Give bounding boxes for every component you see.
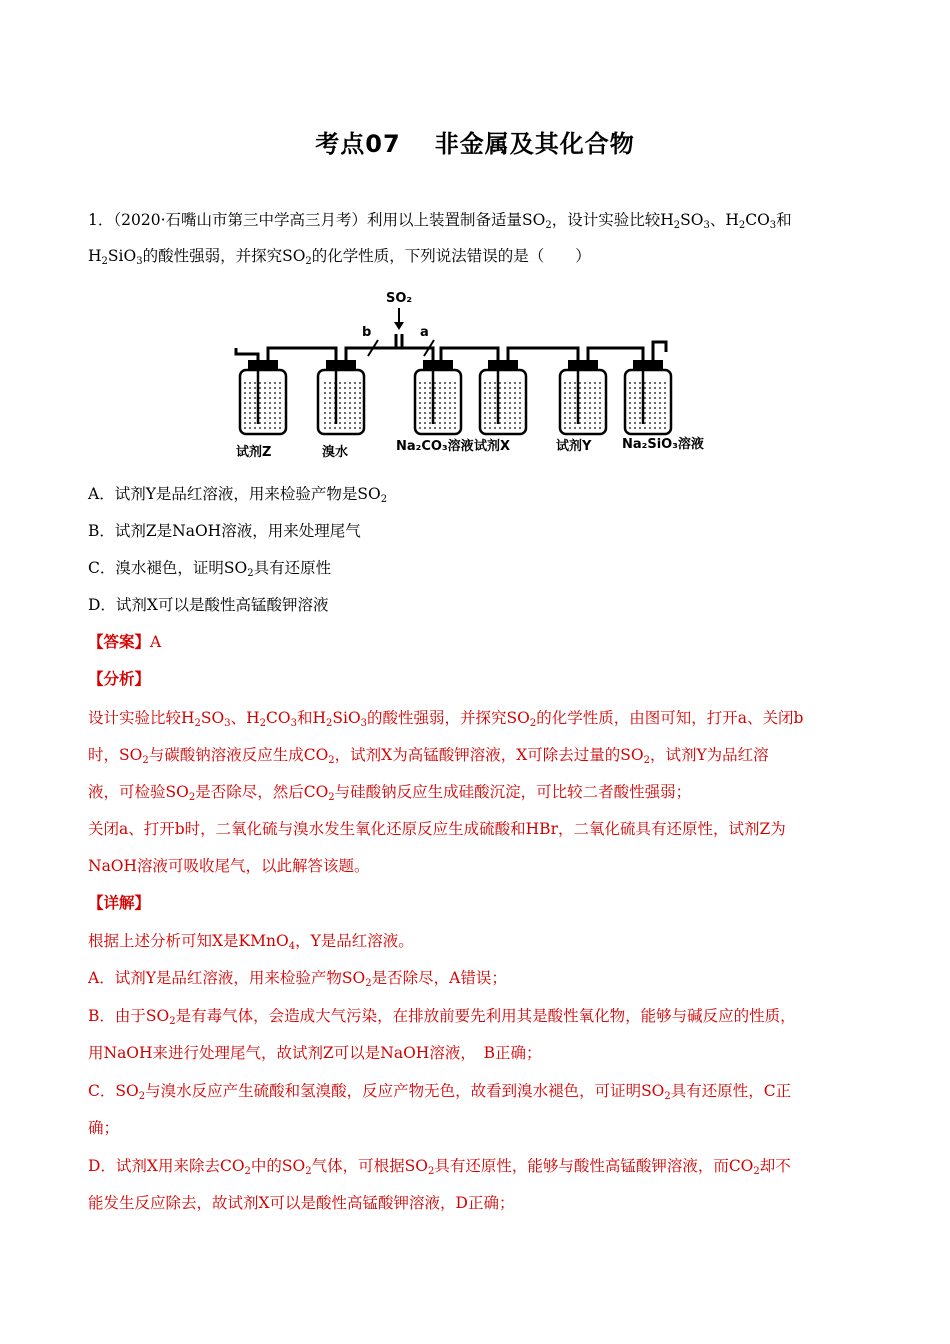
analysis-line3: 液，可检验$SO_2$是否除尽，然后$CO_2$与硅酸钠反应生成硅酸沉淀，可比较二者酸性强弱；: [88, 783, 692, 803]
detail-option-d-line2: 能发生反应除去，故试剂X可以是酸性高锰酸钾溶液，D正确；: [88, 1194, 515, 1212]
detail-heading: 【详解】: [88, 893, 151, 912]
bottle-na2sio3: [625, 360, 671, 434]
label-bromine-water: 溴水: [322, 445, 349, 460]
valve-b-label: b: [362, 325, 372, 340]
analysis-line1: 设计实验比较$H_2SO_3$、$H_2CO_3$和$H_2SiO_3$的酸性强弱，并探究$SO_2$的化学性质，由图可知，打开a、关闭b: [88, 709, 804, 729]
option-c: C．溴水褪色，证明$SO_2$具有还原性: [88, 559, 332, 579]
bottle-na2co3: [415, 360, 461, 434]
label-na2co3: Na₂CO₃溶液: [396, 439, 474, 454]
bottle-bromine-water: [318, 360, 364, 434]
bottle-reagent-x: [480, 360, 526, 434]
analysis-line4: 关闭a、打开b时，二氧化硫与溴水发生氧化还原反应生成硫酸和HBr，二氧化硫具有还原性，试剂Z为: [88, 820, 786, 838]
detail-option-c-line2: 确；: [88, 1119, 120, 1137]
apparatus-diagram: [228, 286, 728, 462]
option-d: D．试剂X可以是酸性高锰酸钾溶液: [88, 596, 329, 614]
answer-line: [88, 632, 161, 652]
analysis-line5: NaOH溶液可吸收尾气，以此解答该题。: [88, 857, 370, 875]
bottle-reagent-y: [560, 360, 606, 434]
page-title: [0, 124, 950, 159]
detail-option-d-line1: D．试剂X用来除去$CO_2$中的$SO_2$气体，可根据$SO_2$具有还原性，能够与酸性高锰酸钾溶液，而$CO_2$却不: [88, 1157, 791, 1177]
option-a: A．试剂Y是品红溶液，用来检验产物是$SO_2$: [88, 485, 388, 505]
bottle-reagent-z: [240, 360, 286, 434]
question-stem-line1: 1．（2020·石嘴山市第三中学高三月考）利用以上装置制备适量$SO_2$，设计实验比较$H_2SO_3$、$H_2CO_3$和: [88, 211, 792, 231]
title-main: 非金属及其化合物: [434, 130, 635, 158]
option-b: B．试剂Z是NaOH溶液，用来处理尾气: [88, 522, 361, 540]
gas-label-so2: SO₂: [386, 291, 413, 306]
analysis-heading: 【分析】: [88, 669, 151, 688]
label-reagent-x: 试剂X: [474, 439, 511, 454]
detail-line1: 根据上述分析可知X是KMnO$_4$，Y是品红溶液。: [88, 932, 414, 952]
question-stem-line2: $H_2SiO_3$的酸性强弱，并探究$SO_2$的化学性质，下列说法错误的是（ ）: [88, 247, 591, 267]
analysis-line2: 时，$SO_2$与碳酸钠溶液反应生成$CO_2$，试剂X为高锰酸钾溶液，X可除去过量的$SO_2$，试剂Y为品红溶: [88, 746, 769, 766]
answer-tag: 【答案】: [88, 632, 151, 651]
label-reagent-y: 试剂Y: [556, 439, 592, 454]
answer-value: A: [150, 633, 162, 651]
detail-option-a: A．试剂Y是品红溶液，用来检验产物$SO_2$是否除尽，A错误；: [88, 969, 507, 989]
detail-option-b-line1: B．由于$SO_2$是有毒气体，会造成大气污染，在排放前要先利用其是酸性氧化物，能够与碱反应的性质，: [88, 1007, 796, 1027]
detail-option-b-line2: 用NaOH来进行处理尾气，故试剂Z可以是NaOH溶液， B正确；: [88, 1044, 542, 1062]
label-reagent-z: 试剂Z: [236, 445, 272, 460]
valve-a-label: a: [420, 325, 429, 340]
label-na2sio3: Na₂SiO₃溶液: [622, 437, 704, 452]
detail-option-c-line1: C．$SO_2$与溴水反应产生硫酸和氢溴酸，反应产物无色，故看到溴水褪色，可证明$SO_2$具有还原性，C正: [88, 1082, 792, 1102]
title-prefix: 考点07: [315, 130, 401, 158]
